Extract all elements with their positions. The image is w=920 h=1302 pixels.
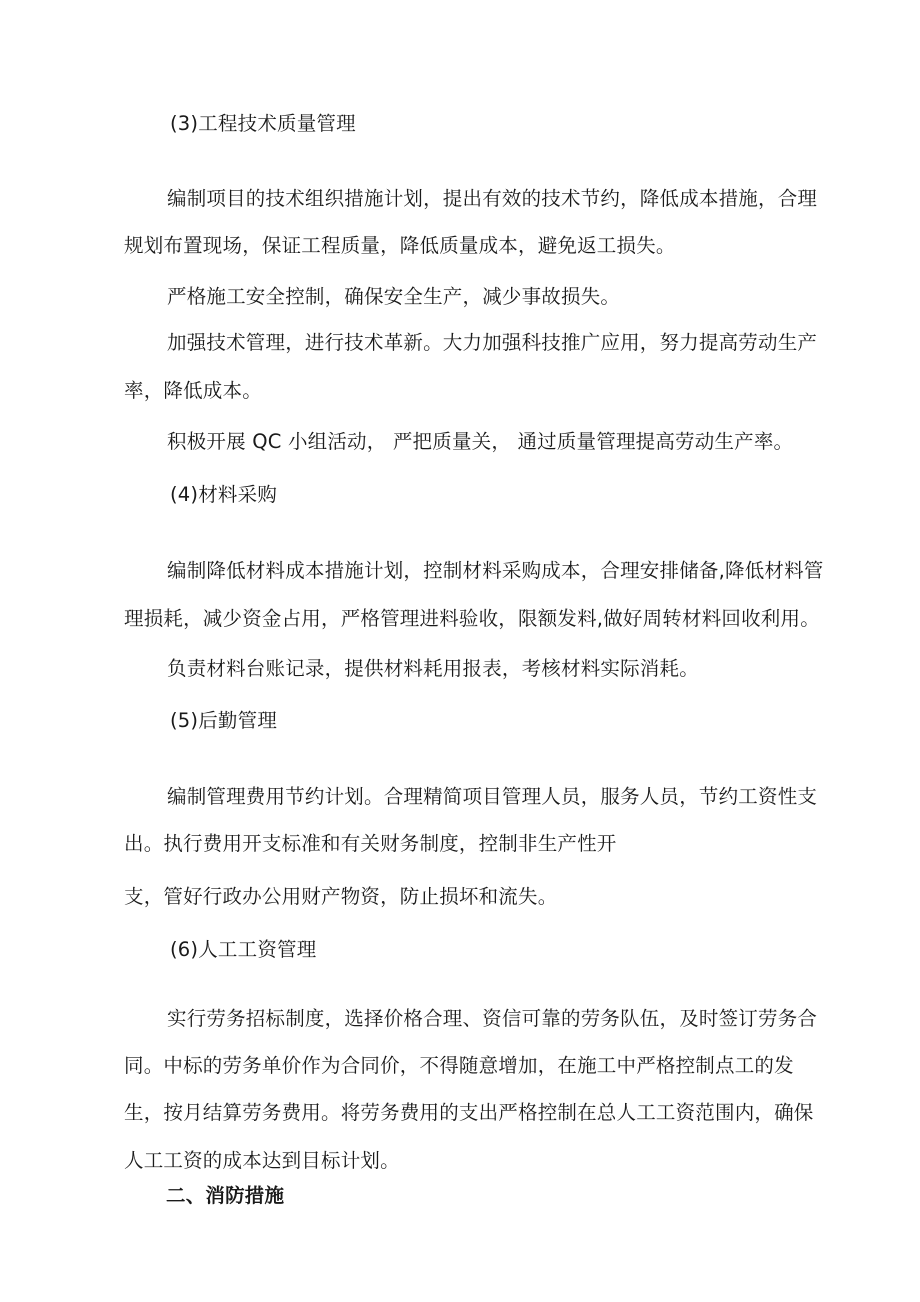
paragraph-line: 生，按月结算劳务费用。将劳务费用的支出严格控制在总人工工资范围内，确保: [124, 1101, 814, 1124]
paragraph-line: 编制降低材料成本措施计划，控制材料采购成本，合理安排储备,降低材料管: [167, 559, 824, 582]
paragraph-line: 规划布置现场，保证工程质量，降低质量成本，避免返工损失。: [124, 234, 676, 257]
section-heading-5: (5)后勤管理: [170, 709, 278, 732]
section-heading-4: (4)材料采购: [170, 483, 278, 506]
part-heading: 二、消防措施: [166, 1184, 285, 1207]
paragraph-line: 同。中标的劳务单价作为合同价，不得随意增加，在施工中严格控制点工的发: [124, 1054, 794, 1077]
paragraph-line: 编制管理费用节约计划。合理精简项目管理人员，服务人员，节约工资性支: [167, 785, 818, 808]
paragraph-line: 支，管好行政办公用财产物资，防止损坏和流失。: [124, 885, 558, 908]
section-heading-3: (3)工程技术质量管理: [170, 112, 356, 135]
paragraph-line: 理损耗，减少资金占用，严格管理进料验收，限额发料,做好周转材料回收利用。: [124, 607, 820, 630]
paragraph-line: 积极开展 QC 小组活动， 严把质量关， 通过质量管理提高劳动生产率。: [167, 430, 794, 453]
paragraph-line: 人工工资的成本达到目标计划。: [124, 1149, 400, 1172]
paragraph-line: 负责材料台账记录，提供材料耗用报表，考核材料实际消耗。: [167, 657, 699, 680]
paragraph-line: 实行劳务招标制度，选择价格合理、资信可靠的劳务队伍，及时签订劳务合: [167, 1007, 818, 1030]
paragraph-line: 加强技术管理，进行技术革新。大力加强科技推广应用，努力提高劳动生产: [167, 331, 818, 354]
paragraph-line: 严格施工安全控制，确保安全生产，减少事故损失。: [167, 285, 621, 308]
paragraph-line: 编制项目的技术组织措施计划，提出有效的技术节约，降低成本措施，合理: [167, 187, 818, 210]
paragraph-line: 率，降低成本。: [124, 379, 262, 402]
section-heading-6: (6)人工工资管理: [170, 938, 317, 961]
paragraph-line: 出。执行费用开支标准和有关财务制度，控制非生产性开: [124, 832, 617, 855]
